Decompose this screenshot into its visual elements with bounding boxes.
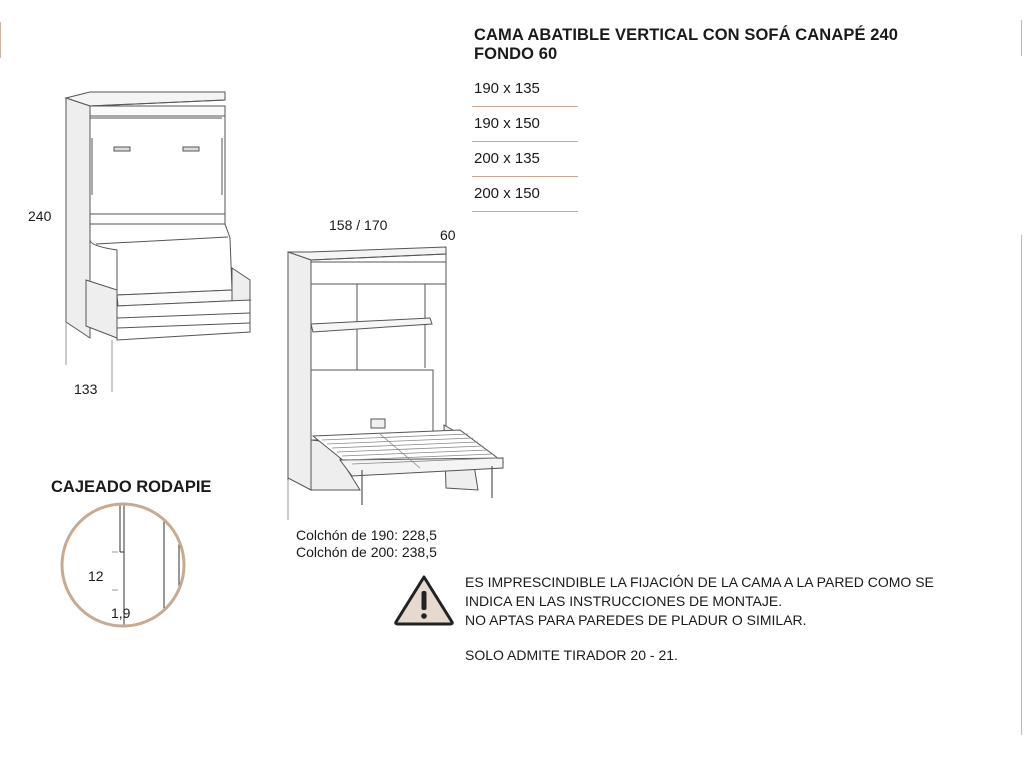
size-option: 200 x 135 [472,142,578,177]
size-option: 190 x 150 [472,107,578,142]
depth-dimension: 60 [440,227,456,243]
mattress-note-190: Colchón de 190: 228,5 [296,527,437,543]
size-option: 190 x 135 [472,72,578,107]
depth-closed-dimension: 133 [74,381,98,397]
size-option: 200 x 150 [472,177,578,212]
product-title-line-2: FONDO 60 [474,45,558,63]
installation-notice [465,573,1005,665]
width-dimension: 158 / 170 [329,217,388,233]
notice-line-2: INDICA EN LAS INSTRUCCIONES DE MONTAJE. [465,593,783,609]
height-dimension: 240 [28,208,52,224]
detail-height-dimension: 12 [88,568,104,584]
notice-line-4: SOLO ADMITE TIRADOR 20 - 21. [465,647,678,663]
notice-line-1: ES IMPRESCINDIBLE LA FIJACIÓN DE LA CAMA A LA PARED COMO SE [465,574,934,590]
detail-width-dimension: 1,9 [111,605,131,621]
product-title-line-1: CAMA ABATIBLE VERTICAL CON SOFÁ CANAPÉ 240 [474,26,899,44]
mattress-note-200: Colchón de 200: 238,5 [296,544,437,560]
warning-icon [393,574,455,626]
detail-title: CAJEADO RODAPIE [51,478,212,496]
notice-line-3: NO APTAS PARA PAREDES DE PLADUR O SIMILAR. [465,612,807,628]
